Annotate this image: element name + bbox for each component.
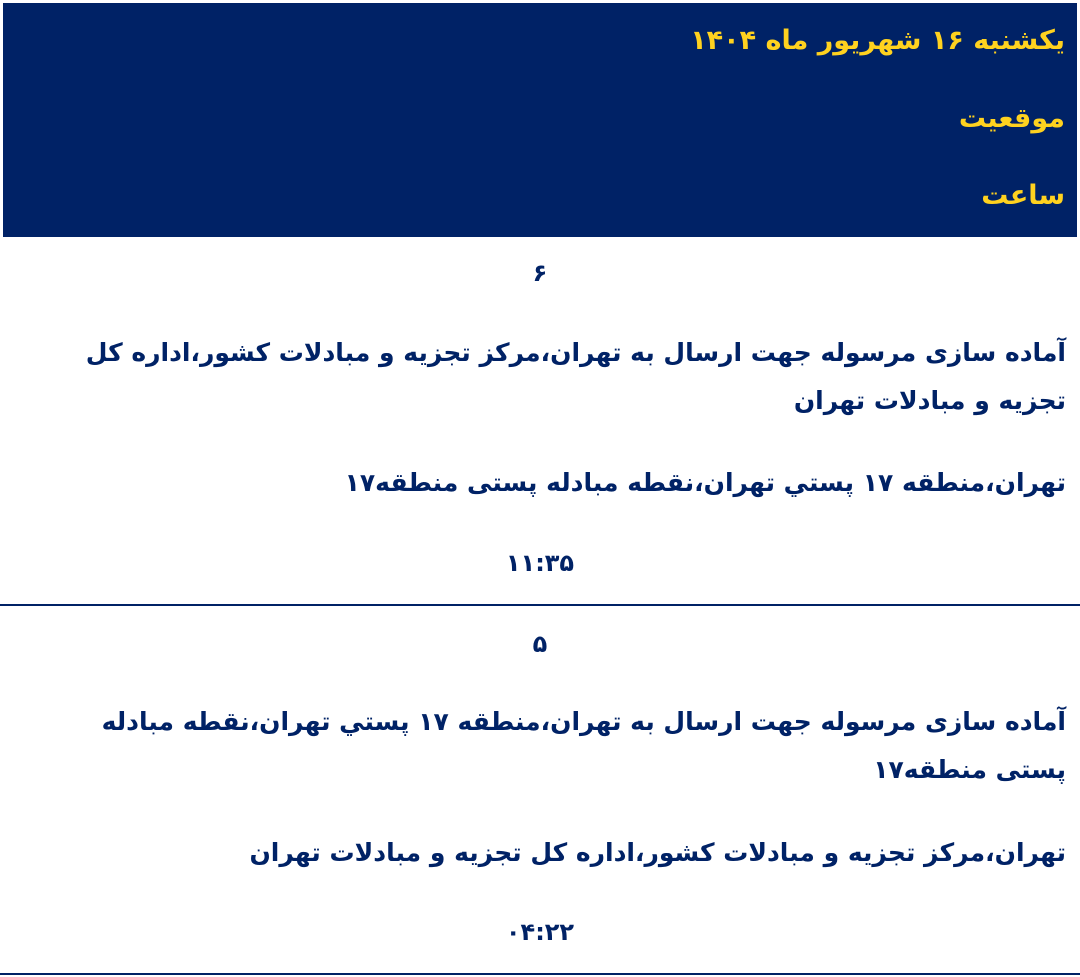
event-description: آماده سازی مرسوله جهت ارسال به تهران،منطقه ۱۷ پستي تهران،نقطه مبادله پستی منطقه۱۷: [101, 707, 1066, 784]
event-number: ۶: [532, 259, 548, 287]
event-row: [0, 606, 1080, 977]
row-divider: [0, 973, 1080, 975]
header-location-label: موقعیت: [958, 103, 1065, 134]
event-time: ۰۴:۲۲: [505, 918, 575, 946]
event-row: [0, 237, 1080, 607]
header-time-label: ساعت: [981, 180, 1065, 211]
event-time: ۱۱:۳۵: [505, 549, 575, 577]
event-location: تهران،منطقه ۱۷ پستي تهران،نقطه مبادله پستی منطقه۱۷: [344, 468, 1066, 497]
event-description: آماده سازی مرسوله جهت ارسال به تهران،مرکز تجزیه و مبادلات کشور،اداره کل تجزیه و مبادلات تهران: [85, 338, 1066, 415]
header-date: یکشنبه ۱۶ شهریور ماه ۱۴۰۴: [690, 25, 1065, 56]
event-location: تهران،مرکز تجزیه و مبادلات کشور،اداره کل تجزیه و مبادلات تهران: [249, 838, 1066, 867]
tracking-header: [3, 3, 1077, 237]
event-number: ۵: [532, 630, 548, 658]
